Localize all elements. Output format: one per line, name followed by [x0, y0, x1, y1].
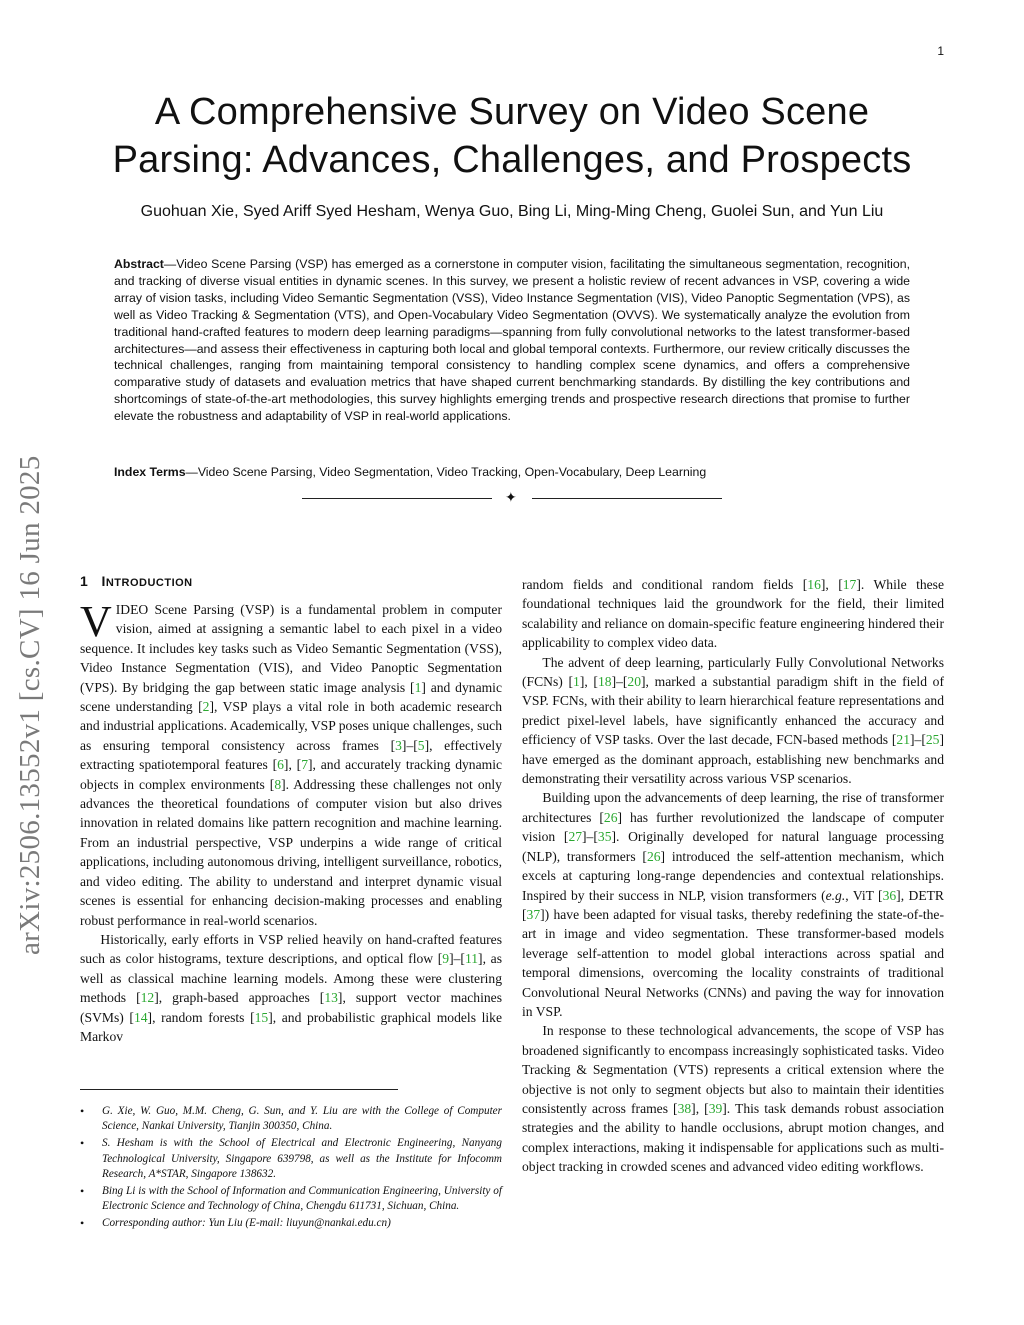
citation-link[interactable]: 2	[202, 699, 210, 715]
text-run: ], [	[691, 1100, 709, 1116]
text-run: In response to these technological advancements, the scope of VSP has broadened significantly to encompass increasingly sophisticated tasks. Video Tracking & Segmentation (VTS) represents a critical extension where the objective is not only to segment objects but also to maintain their identities consistently across frames [	[522, 1023, 944, 1116]
footnote-item	[80, 1216, 502, 1231]
citation-link[interactable]: 25	[925, 732, 940, 748]
paragraph-text	[522, 577, 944, 650]
citation-link[interactable]: 14	[133, 1009, 148, 1025]
footnotes	[80, 1104, 502, 1234]
text-run: ] and dynamic scene understanding [	[80, 679, 502, 715]
italic-text: e.g.	[825, 887, 846, 903]
text-run: Building upon the advancements of deep learning, the rise of transformer architectures [	[522, 790, 944, 825]
divider-line-right	[532, 498, 722, 499]
text-run: ]. While these foundational techniques laid the groundwork for the field, their limited scalability and reliance on domain-specific feature engineering hindered their applicability to complex video data.	[522, 577, 945, 651]
text-run: ]) have been adapted for visual tasks, thereby redefining the state-of-the-art in image and video segmentation. These transformer-based models leverage self-attention to model global interactions across spatial and temporal dimensions, overcoming the locality constraints of traditional Convolutional Neural Networks (CNNs) and paving the way for innovation in VSP.	[522, 906, 944, 1019]
citation-link[interactable]: 1	[414, 679, 422, 695]
bullet-icon: •	[80, 1104, 85, 1118]
text-run: ], effectively extracting spatiotemporal features [	[80, 737, 502, 773]
citation-link[interactable]: 36	[882, 887, 897, 903]
text-run: ]–[	[611, 674, 628, 690]
citation-link[interactable]: 26	[603, 809, 618, 825]
right-column	[522, 575, 944, 1177]
text-run: ] have emerged as the dominant approach, establishing new benchmarks and demonstrating their versatility across various VSP scenarios.	[522, 732, 944, 787]
text-run: ]. Originally developed for natural language processing (NLP), transformers [	[522, 829, 944, 864]
footnote-item	[80, 1184, 502, 1214]
author-list: Guohuan Xie, Syed Ariff Syed Hesham, Wenya Guo, Bing Li, Ming-Ming Cheng, Guolei Sun, and Yun Liu	[140, 203, 884, 220]
intro-paragraph-5	[522, 788, 944, 1021]
text-run: ], [	[820, 577, 843, 592]
title-line-2: Parsing: Advances, Challenges, and Prospects	[112, 139, 912, 181]
text-run: ]–[	[401, 737, 418, 753]
abstract	[114, 256, 910, 425]
paragraph-text	[522, 1023, 944, 1174]
citation-link[interactable]: 6	[277, 757, 284, 773]
bullet-icon: •	[80, 1184, 85, 1199]
section-title-rest: NTRODUCTION	[105, 577, 193, 589]
section-number: 1	[80, 573, 89, 589]
text-run: random fields and conditional random fields [	[522, 577, 808, 592]
bullet-icon: •	[80, 1216, 85, 1231]
text-run: ]. Addressing these challenges not only advances the theoretical foundations of computer vision but also drives innovation in related domains like pattern recognition and machine learning. From an industrial perspective, VSP underpins a wide range of critical applications, including autonomous driving, intelligent surveillance, robotics, and video editing. The ability to understand and interpret dynamic visual scenes is essential for enhancing decision-making processes and enabling robust performance in real-world scenarios.	[80, 776, 502, 928]
text-run: ], [	[283, 757, 302, 773]
text-run: ], and accurately tracking dynamic objects in complex environments [	[80, 757, 502, 792]
divider-line-left	[302, 498, 492, 499]
text-run: ]–[	[449, 951, 465, 967]
text-run: The advent of deep learning, particularly Fully Convolutional Networks (FCNs) [	[522, 654, 944, 690]
text-run: ], graph-based approaches [	[154, 990, 325, 1006]
citation-link[interactable]: 38	[677, 1100, 692, 1116]
citation-link[interactable]: 9	[442, 951, 450, 967]
text-run: Historically, early efforts in VSP relied heavily on hand-crafted features such as color histograms, texture descriptions, and optical flow [	[80, 931, 502, 967]
text-run: ], and probabilistic graphical models like Markov	[80, 1009, 502, 1044]
text-run: ]–[	[582, 829, 598, 845]
section-title-initial: I	[101, 573, 106, 589]
citation-link[interactable]: 7	[301, 757, 308, 773]
citation-link[interactable]: 13	[324, 990, 338, 1006]
paragraph-text	[522, 655, 944, 786]
text-run: ]–[	[910, 732, 926, 748]
bullet-icon: •	[80, 1136, 85, 1151]
footnote-item	[80, 1136, 502, 1182]
citation-link[interactable]: 15	[254, 1009, 269, 1025]
paper-title	[60, 88, 964, 184]
citation-link[interactable]: 20	[627, 674, 642, 690]
text-run: , ViT [	[845, 887, 883, 903]
diamond-icon: ✦	[505, 491, 517, 506]
citation-link[interactable]: 1	[573, 674, 580, 690]
text-run: ], [	[579, 674, 598, 690]
paragraph-text	[80, 932, 502, 1044]
citation-link[interactable]: 8	[274, 776, 282, 792]
citation-link[interactable]: 12	[140, 990, 155, 1006]
intro-paragraph-3	[522, 575, 944, 653]
text-run: ] introduced the self-attention mechanism, which excels at capturing long-range dependencies and contextual relationships. Inspired by their success in NLP, vision transformers (	[522, 848, 944, 903]
text-run: Scene Parsing (VSP) is a fundamental problem in computer vision, aimed at assigning a semantic label to each pixel in a video sequence. It includes key tasks such as Video Semantic Segmentation (VSS), Video Instance Segmentation (VIS), and Video Panoptic Segmentation (VPS). By bridging the gap between static image analysis [	[80, 602, 502, 695]
text-run: ], marked a substantial paradigm shift in the field of VSP. FCNs, with their ability to learn hierarchical feature representations and predict pixel-level labels, have significantly enhanced the accuracy and efficiency of VSP tasks. Over the last decade, FCN-based methods [	[522, 674, 945, 748]
citation-link[interactable]: 16	[807, 577, 821, 592]
text-run: ], support vector machines (SVMs) [	[80, 990, 503, 1025]
citation-link[interactable]: 26	[646, 848, 661, 864]
section-divider	[302, 490, 722, 508]
citation-link[interactable]: 17	[842, 577, 857, 592]
citation-link[interactable]: 5	[417, 737, 425, 753]
footnote-text: G. Xie, W. Guo, M.M. Cheng, G. Sun, and Y. Liu are with the College of Computer Science, Nankai University, Tianjin 300350, China.	[102, 1105, 502, 1133]
index-terms-label: Index Terms	[114, 465, 186, 479]
citation-link[interactable]: 11	[464, 951, 479, 967]
footnote-text: Corresponding author: Yun Liu (E-mail: liuyun@nankai.edu.cn)	[102, 1217, 391, 1230]
citation-link[interactable]: 39	[708, 1100, 723, 1116]
smallcaps-text: IDEO	[115, 602, 149, 617]
footnote-item	[80, 1104, 502, 1134]
paragraph-text	[80, 597, 502, 928]
citation-link[interactable]: 37	[526, 906, 541, 922]
abstract-label: Abstract	[114, 257, 164, 271]
left-column	[80, 597, 503, 1046]
footnote-text: S. Hesham is with the School of Electrical and Electronic Engineering, Nanyang Technological University, Singapore 639798, as well as the Institute for Infocomm Research, A*STAR, Singapore 138632.	[102, 1137, 502, 1180]
index-terms-text: —Video Scene Parsing, Video Segmentation, Video Tracking, Open-Vocabulary, Deep Learning	[185, 465, 707, 479]
intro-paragraph-4	[522, 653, 944, 789]
text-run: ], VSP plays a vital role in both academic research and industrial applications. Academically, VSP poses unique challenges, such as ensuring temporal consistency across frames [	[80, 699, 502, 753]
citation-link[interactable]: 35	[597, 829, 612, 845]
text-run: ], DETR [	[522, 887, 944, 922]
abstract-text: —Video Scene Parsing (VSP) has emerged as a cornerstone in computer vision, facilitating the simultaneous segmentation, recognition, and tracking of diverse visual entities in dynamic scenes. In this survey, we present a holistic review of recent advances in VSP, covering a wide array of vision tasks, including Video Semantic Segmentation (VSS), Video Instance Segmentation (VIS), Video Panoptic Segmentation (VPS), as well as Video Tracking & Segmentation (VTS), and Open-Vocabulary Video Segmentation (OVVS). We systematically analyze the evolution from traditional hand-crafted features to modern deep learning paradigms—spanning from fully convolutional networks to the latest transformer-based architectures—and assess their effectiveness in capturing both local and global temporal contexts. Furthermore, our review critically discusses the technical challenges, ranging from maintaining temporal consistency to handling complex scene dynamics, and offers a comprehensive comparative study of datasets and evaluation metrics that have shaped current benchmarking standards. By distilling the key contributions and shortcomings of state-of-the-art methodologies, this survey highlights emerging trends and prospective research directions that promise to further elevate the robustness and adaptability of VSP in real-world applications.	[114, 257, 910, 424]
arxiv-stamp: arXiv:2506.13552v1 [cs.CV] 16 Jun 2025	[14, 455, 46, 955]
section-heading	[80, 573, 193, 589]
footnote-text: Bing Li is with the School of Information and Communication Engineering, University of Electronic Science and Technology of China, Chengdu 611731, Sichuan, China.	[102, 1185, 502, 1213]
citation-link[interactable]: 18	[597, 674, 612, 690]
intro-paragraph-2	[80, 930, 502, 1046]
intro-paragraph-1	[80, 597, 502, 930]
text-run: ], random forests [	[147, 1009, 255, 1025]
page-number: 1	[937, 44, 944, 58]
intro-paragraph-6	[522, 1021, 944, 1176]
index-terms	[114, 464, 910, 480]
drop-cap: V	[80, 597, 112, 646]
citation-link[interactable]: 21	[896, 732, 911, 748]
paragraph-text	[522, 790, 944, 1018]
citation-link[interactable]: 3	[395, 737, 402, 753]
text-run: ], as well as classical machine learning models. Among these were clustering methods [	[80, 951, 502, 1006]
text-run: ] has further revolutionized the landscape of computer vision [	[522, 809, 944, 845]
footnote-rule	[80, 1089, 398, 1090]
citation-link[interactable]: 27	[568, 829, 583, 845]
title-line-1: A Comprehensive Survey on Video Scene	[154, 91, 870, 133]
text-run: ]. This task demands robust association strategies and the ability to handle occlusions, abrupt motion changes, and complex interactions, making it indispensable for applications such as multi-object tracking in crowded scenes and advanced video editing workflows.	[522, 1100, 944, 1175]
